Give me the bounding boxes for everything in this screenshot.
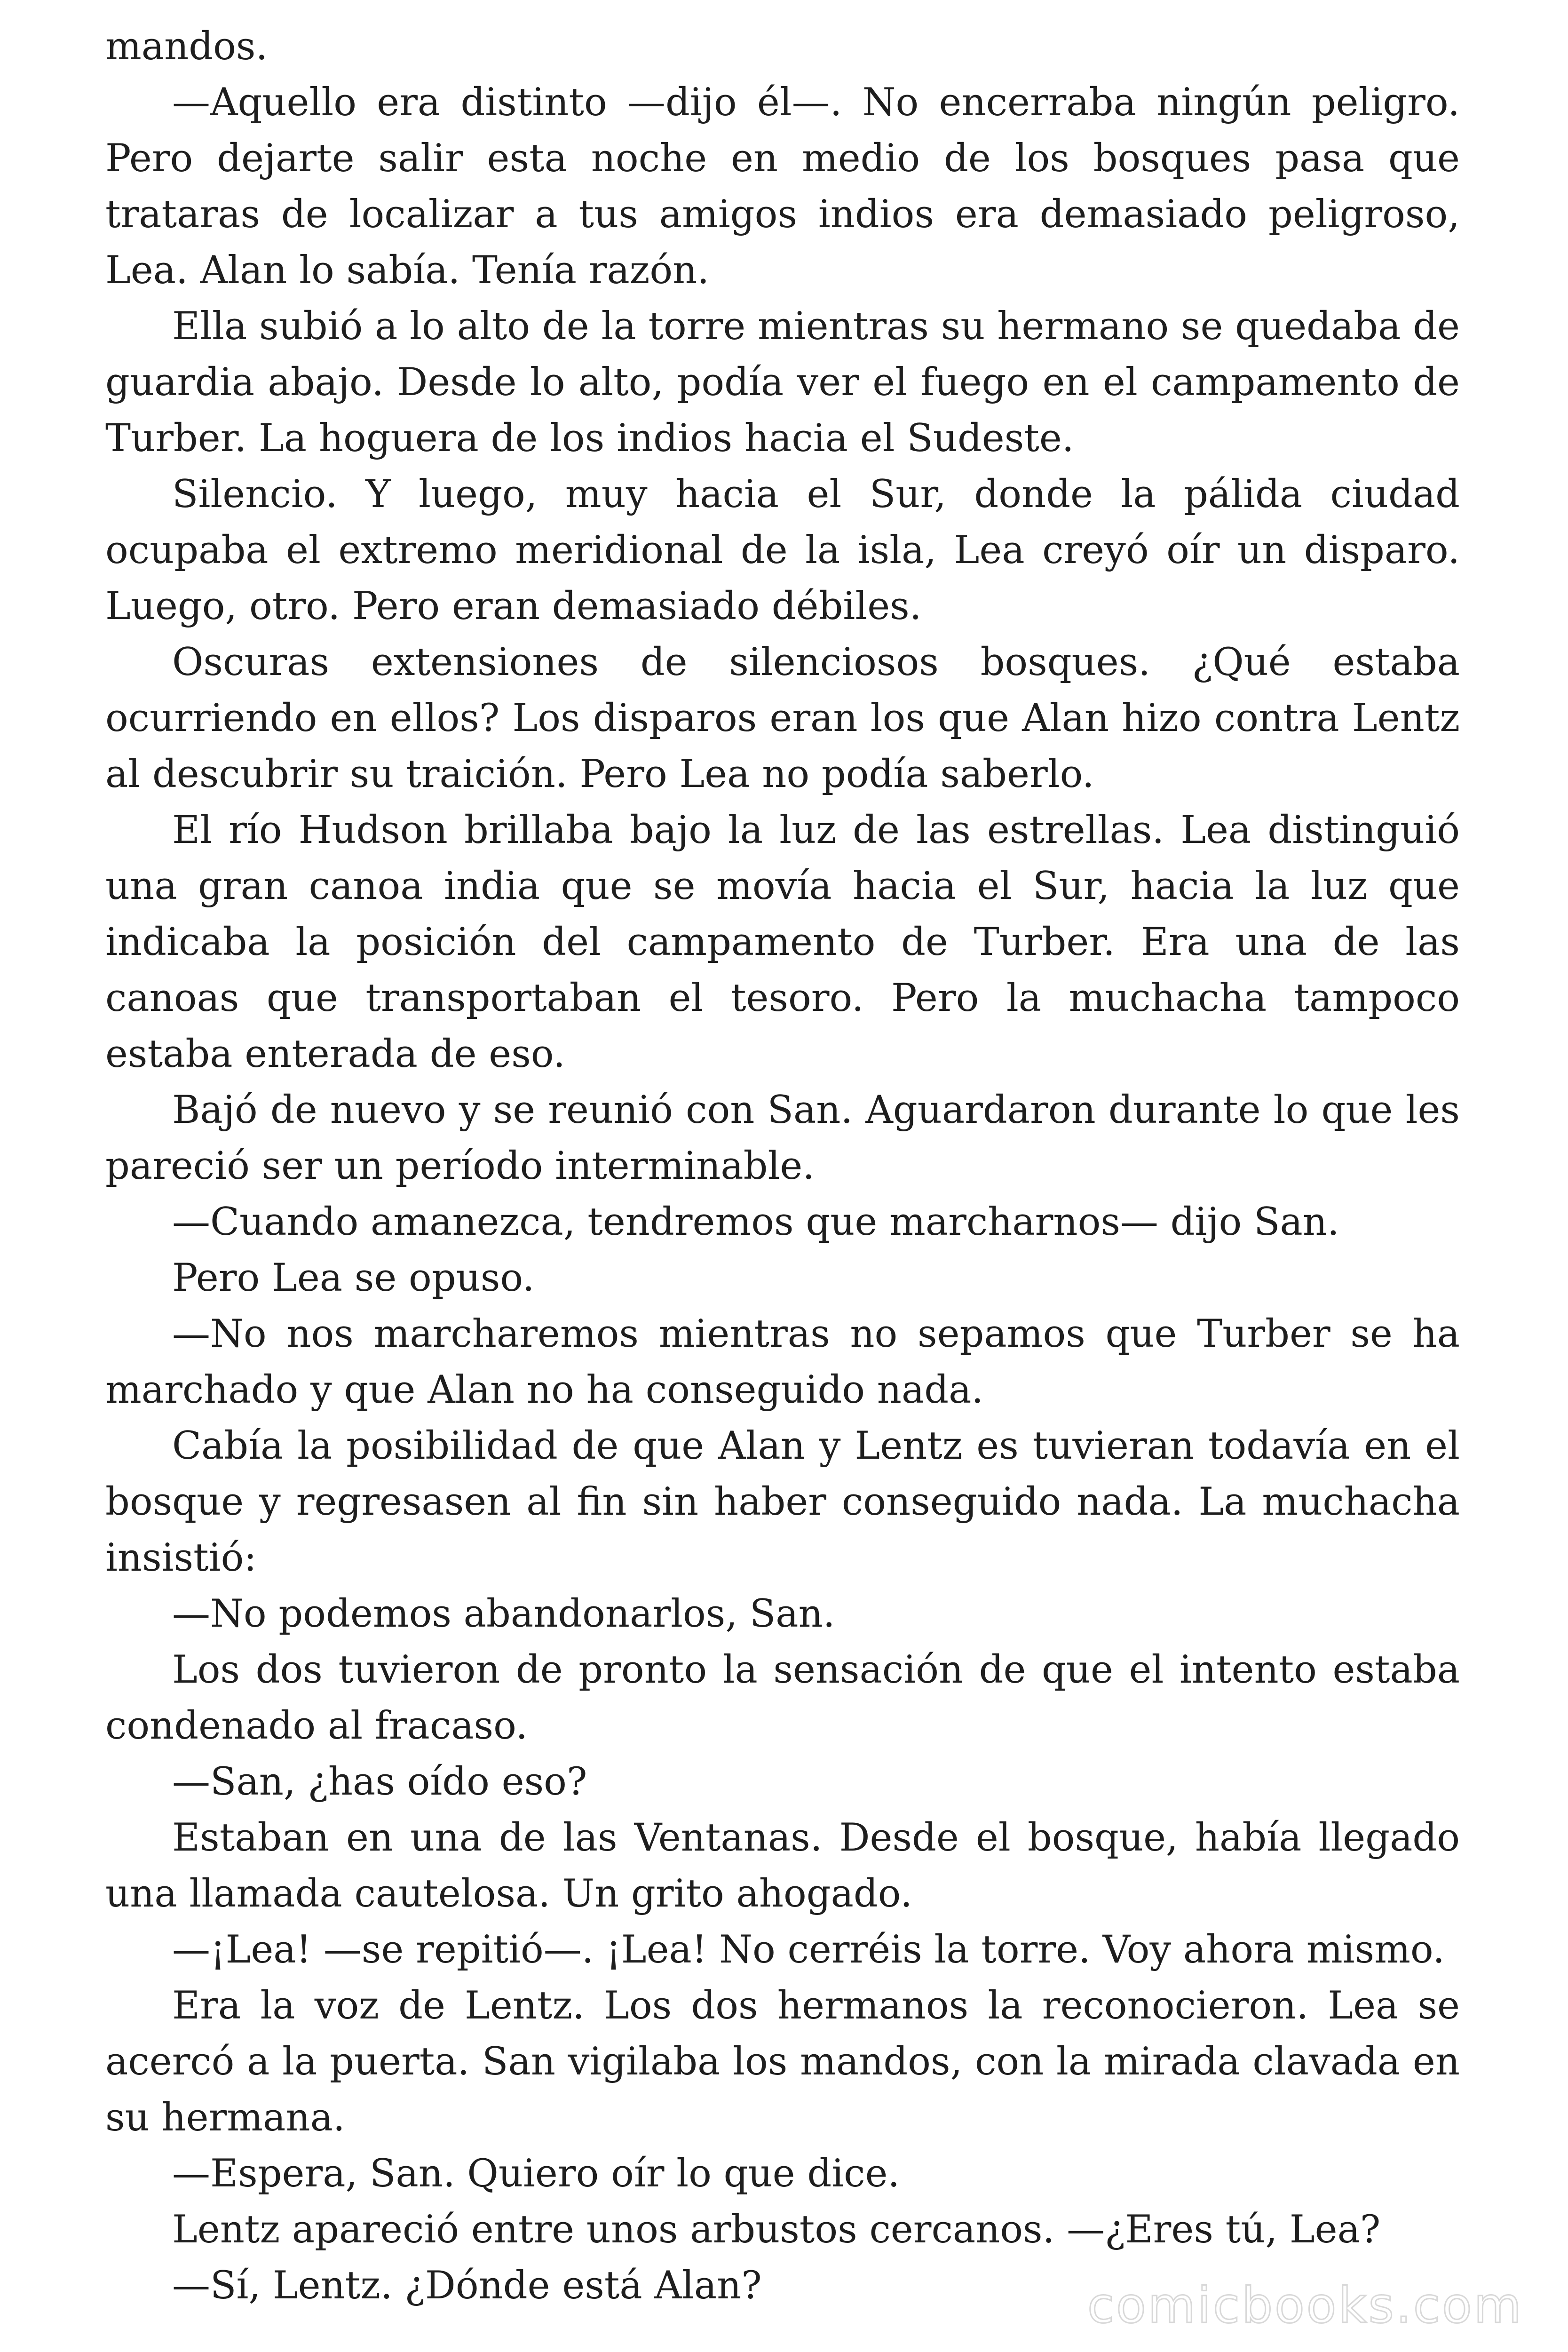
paragraph: —¡Lea! —se repitió—. ¡Lea! No cerréis la torre. Voy ahora mismo. [172, 1928, 1445, 1972]
paragraph: —No nos marcharemos mientras no sepamos que Turber se ha marchado y que Alan no ha conseguido nada. [105, 1312, 1460, 1412]
paragraph: —Espera, San. Quiero oír lo que dice. [172, 2152, 900, 2196]
paragraph: Ella subió a lo alto de la torre mientras su hermano se quedaba de guardia abajo. Desde lo alto, podía ver el fuego en el campamento de Turber. La hoguera de los indios hacia el Sudeste. [105, 304, 1460, 461]
watermark: comicbooks.com [1087, 2277, 1523, 2334]
paragraph: Pero Lea se opuso. [172, 1256, 535, 1300]
paragraph: Estaban en una de las Ventanas. Desde el bosque, había llegado una llamada cautelosa. Un grito ahogado. [105, 1816, 1460, 1916]
paragraph: Lentz apareció entre unos arbustos cercanos. —¿Eres tú, Lea? [172, 2208, 1381, 2252]
paragraph: Era la voz de Lentz. Los dos hermanos la reconocieron. Lea se acercó a la puerta. San vigilaba los mandos, con la mirada clavada en su hermana. [105, 1984, 1460, 2140]
paragraph: Oscuras extensiones de silenciosos bosques. ¿Qué estaba ocurriendo en ellos? Los disparos eran los que Alan hizo contra Lentz al descubrir su traición. Pero Lea no podía saberlo. [105, 640, 1460, 796]
paragraph: —Sí, Lentz. ¿Dónde está Alan? [172, 2264, 762, 2308]
paragraph: —No podemos abandonarlos, San. [172, 1592, 835, 1636]
paragraph: —San, ¿has oído eso? [172, 1760, 587, 1804]
paragraph: —Aquello era distinto —dijo él—. No encerraba ningún peligro. Pero dejarte salir esta noche en medio de los bosques pasa que trataras de localizar a tus amigos indios era demasiado peligroso, Lea. Alan lo sabía. Tenía razón. [105, 80, 1460, 293]
book-page [105, 19, 1460, 2314]
paragraph: Silencio. Y luego, muy hacia el Sur, donde la pálida ciudad ocupaba el extremo meridional de la isla, Lea creyó oír un disparo. Luego, otro. Pero eran demasiado débiles. [105, 472, 1460, 628]
paragraph: Los dos tuvieron de pronto la sensación de que el intento estaba condenado al fracaso. [105, 1648, 1460, 1748]
paragraph: Bajó de nuevo y se reunió con San. Aguardaron durante lo que les pareció ser un período interminable. [105, 1088, 1460, 1188]
paragraph: Cabía la posibilidad de que Alan y Lentz es tuvieran todavía en el bosque y regresasen al fin sin haber conseguido nada. La muchacha insistió: [105, 1424, 1460, 1580]
paragraph: mandos. [105, 24, 268, 69]
paragraph: El río Hudson brillaba bajo la luz de las estrellas. Lea distinguió una gran canoa india que se movía hacia el Sur, hacia la luz que indicaba la posición del campamento de Turber. Era una de las canoas que transportaban el tesoro. Pero la muchacha tampoco estaba enterada de eso. [105, 808, 1460, 1076]
paragraph: —Cuando amanezca, tendremos que marcharnos— dijo San. [172, 1200, 1339, 1244]
